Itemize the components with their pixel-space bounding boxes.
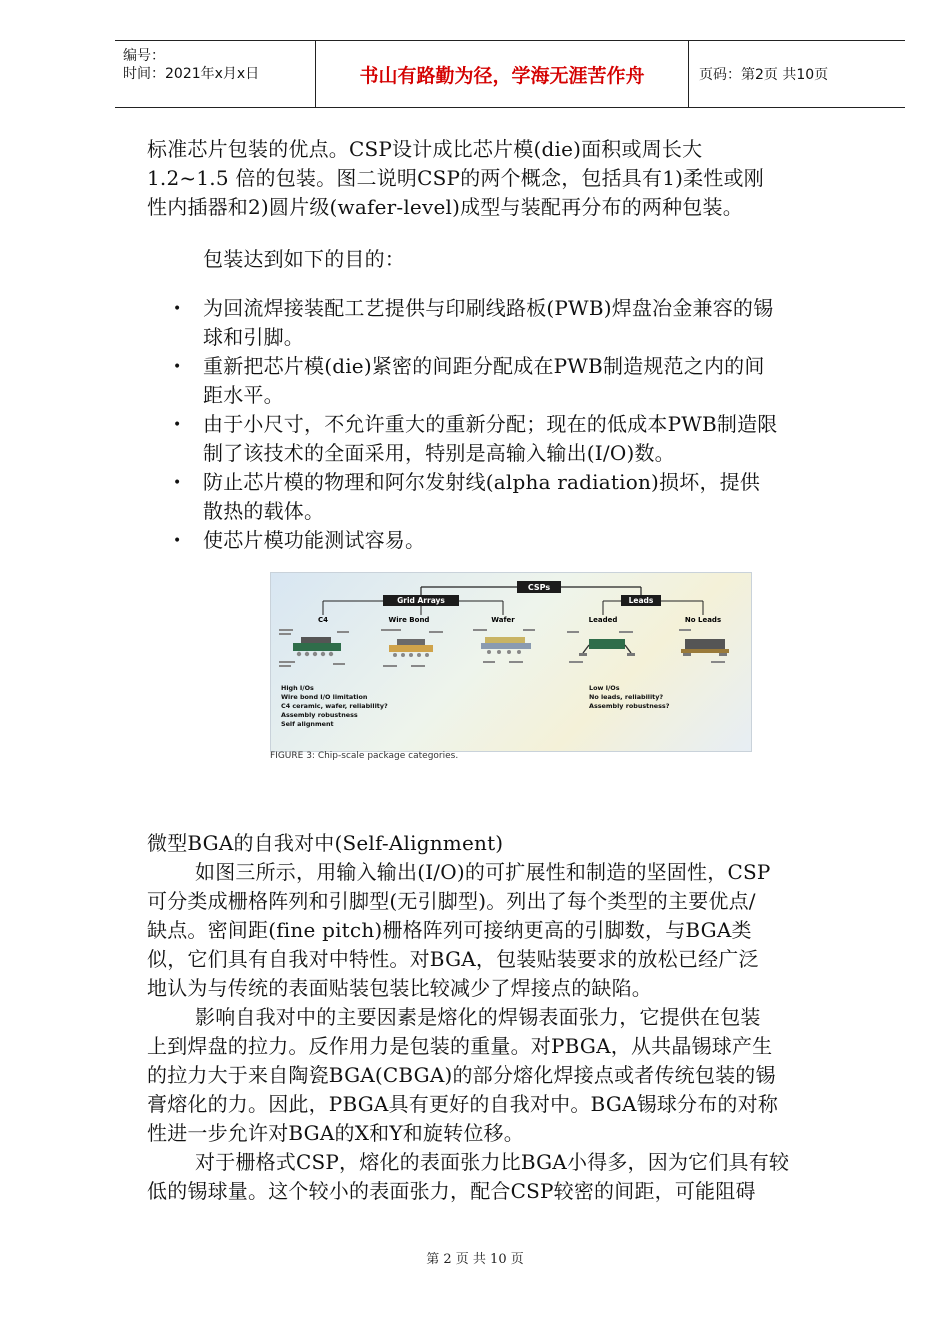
wire-bond-label: Wire Bond — [388, 616, 430, 624]
bullet-dot-icon: • — [173, 301, 182, 317]
paragraph-line: 膏熔化的力。因此，PBGA具有更好的自我对中。BGA锡球分布的对称 — [147, 1092, 779, 1116]
leads-points — [589, 684, 670, 710]
list-item-line: 由于小尺寸，不允许重大的重新分配；现在的低成本PWB制造限 — [203, 412, 778, 436]
list-item-line: 制了该技术的全面采用，特别是高输入输出(I/O)数。 — [203, 441, 675, 465]
bullet-dot-icon: • — [173, 475, 182, 491]
leaded-label: Leaded — [588, 616, 618, 624]
paragraph-line: 似，它们具有自我对中特性。对BGA，包装贴装要求的放松已经广泛 — [147, 947, 759, 971]
figure-point: Assembly robustness? — [589, 702, 670, 710]
page-header — [115, 40, 905, 108]
list-item-line: 重新把芯片模(die)紧密的间距分配成在PWB制造规范之内的间 — [203, 354, 765, 378]
paragraph-line: 缺点。密间距(fine pitch)栅格阵列可接纳更高的引脚数，与BGA类 — [147, 918, 752, 942]
intro-line: 包装达到如下的目的： — [203, 247, 405, 271]
bullet-dot-icon: • — [173, 533, 182, 549]
figure-point: High I/Os — [281, 684, 314, 692]
figure-caption: FIGURE 3: Chip-scale package categories. — [270, 751, 459, 761]
header-motto: 书山有路勤为径，学海无涯苦作舟 — [316, 41, 689, 107]
list-item-line: 防止芯片模的物理和阿尔发射线(alpha radiation)损坏，提供 — [203, 470, 761, 494]
figure-point: Self alignment — [281, 720, 334, 728]
header-page-label: 页码：第2页 共10页 — [699, 67, 829, 83]
figure-point: C4 ceramic, wafer, reliability? — [281, 702, 388, 710]
paragraph-line: 地认为与传统的表面贴装包装比较减少了焊接点的缺陷。 — [147, 976, 652, 1000]
no-leads-package-sketch — [681, 639, 729, 656]
paragraph-line: 性内插器和2)圆片级(wafer-level)成型与装配再分布的两种包装。 — [147, 195, 743, 219]
bullet-dot-icon: • — [173, 417, 182, 433]
paragraph-line: 标准芯片包装的优点。CSP设计成比芯片模(die)面积或周长大 — [147, 137, 703, 161]
figure-point: No leads, reliability? — [589, 693, 664, 701]
csp-category-figure — [270, 572, 752, 752]
list-item-line: 球和引脚。 — [203, 325, 304, 349]
paragraph-line: 上到焊盘的拉力。反作用力是包装的重量。对PBGA，从共晶锡球产生 — [147, 1034, 773, 1058]
paragraph-line: 的拉力大于来自陶瓷BGA(CBGA)的部分熔化焊接点或者传统包装的锡 — [147, 1063, 776, 1087]
list-item-line: 距水平。 — [203, 383, 284, 407]
grid-arrays-label: Grid Arrays — [397, 596, 445, 605]
wire-bond-package-sketch — [389, 639, 433, 657]
grid-arrays-points — [281, 684, 388, 728]
doc-time-label: 时间：2021年x月x日 — [123, 66, 260, 82]
csp-tree-diagram — [271, 573, 751, 751]
list-item-line: 使芯片模功能测试容易。 — [203, 528, 426, 552]
header-meta-cell — [115, 41, 316, 107]
leads-label: Leads — [628, 596, 654, 605]
wafer-label: Wafer — [491, 616, 515, 624]
page-footer: 第 2 页 共 10 页 — [426, 1252, 524, 1267]
leaded-package-sketch — [579, 639, 635, 656]
c4-label: C4 — [317, 616, 329, 624]
root-node-label: CSPs — [527, 583, 551, 592]
c4-package-sketch — [293, 637, 341, 656]
section-title: 微型BGA的自我对中(Self-Alignment) — [147, 831, 504, 855]
paragraph-line: 低的锡球量。这个较小的表面张力，配合CSP较密的间距，可能阻碍 — [147, 1179, 756, 1203]
paragraph-line: 1.2~1.5 倍的包装。图二说明CSP的两个概念，包括具有1)柔性或刚 — [147, 166, 764, 190]
doc-number-label: 编号： — [123, 48, 165, 64]
paragraph-line: 对于栅格式CSP，熔化的表面张力比BGA小得多，因为它们具有较 — [195, 1150, 790, 1174]
wafer-package-sketch — [481, 637, 531, 654]
figure-point: Assembly robustness — [281, 711, 358, 719]
bullet-dot-icon: • — [173, 359, 182, 375]
list-item-line: 为回流焊接装配工艺提供与印刷线路板(PWB)焊盘冶金兼容的锡 — [203, 296, 774, 320]
no-leads-label: No Leads — [684, 616, 722, 624]
paragraph-line: 影响自我对中的主要因素是熔化的焊锡表面张力，它提供在包装 — [195, 1005, 761, 1029]
figure-point: Low I/Os — [589, 684, 620, 692]
paragraph-line: 如图三所示，用输入输出(I/O)的可扩展性和制造的坚固性，CSP — [195, 860, 771, 884]
paragraph-line: 性进一步允许对BGA的X和Y和旋转位移。 — [147, 1121, 524, 1145]
figure-point: Wire bond I/O limitation — [281, 693, 368, 701]
paragraph-line: 可分类成栅格阵列和引脚型(无引脚型)。列出了每个类型的主要优点/ — [147, 889, 756, 913]
list-item-line: 散热的载体。 — [203, 499, 325, 523]
